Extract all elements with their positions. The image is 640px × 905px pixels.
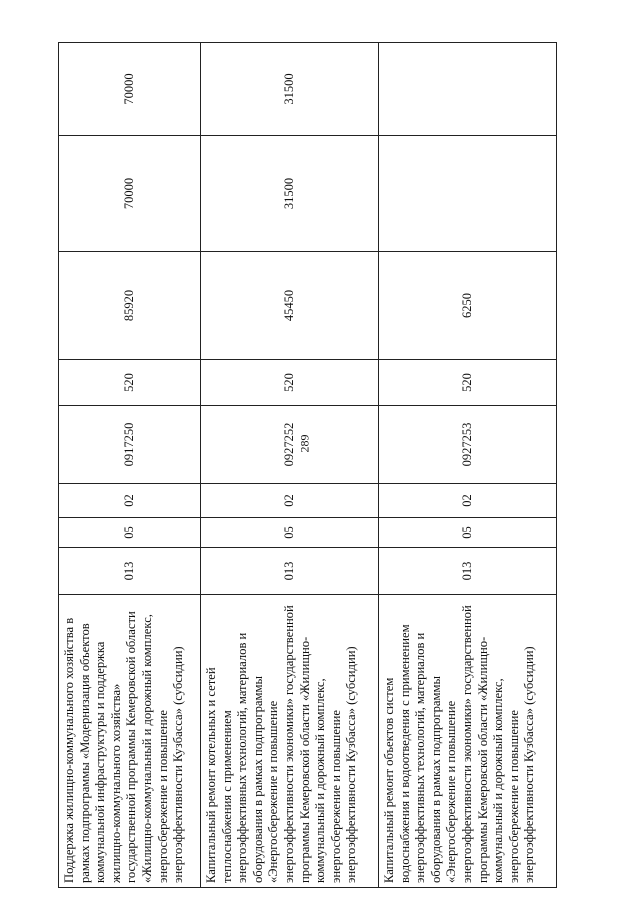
table-row — [59, 43, 201, 888]
amount-year-2: 31500 — [201, 136, 379, 252]
table-row — [379, 43, 557, 888]
expense-type-code: 520 — [379, 360, 557, 406]
expense-type-code: 520 — [201, 360, 379, 406]
section-code: 05 — [59, 518, 201, 548]
row-description: Поддержка жилищно-коммунального хозяйства в рамках подпрограммы «Модернизация объектов коммунальной инфраструктуры и поддержка жилищно-коммунального хозяйства» государственной программы Кемеровской области «Жилищно-коммунальный и дорожный комплекс, энергосбережение и повышение энергоэффективности Кузбасса» (субсидии) — [59, 595, 201, 888]
section-code: 05 — [201, 518, 379, 548]
page-number: 289 — [297, 434, 312, 453]
section-code: 05 — [379, 518, 557, 548]
amount-year-2: 70000 — [59, 136, 201, 252]
amount-year-1: 6250 — [379, 252, 557, 360]
subsection-code: 02 — [379, 484, 557, 518]
amount-year-3: 70000 — [59, 43, 201, 136]
expense-type-code: 520 — [59, 360, 201, 406]
amount-year-1: 85920 — [59, 252, 201, 360]
amount-year-3 — [379, 43, 557, 136]
target-article-code: 0927253 — [379, 406, 557, 484]
ministry-code: 013 — [379, 548, 557, 595]
amount-year-2 — [379, 136, 557, 252]
subsection-code: 02 — [59, 484, 201, 518]
row-description: Капитальный ремонт объектов систем водоснабжения и водоотведения с применением энергоэффективных технологий, материалов и оборудования в рамках подпрограммы «Энергосбережение и повышение энергоэффективности экономики» государственной программы Кемеровской области «Жилищно-коммунальный и дорожный комплекс, энергосбережение и повышение энергоэффективности Кузбасса» (субсидии) — [379, 595, 557, 888]
rotated-table-container — [58, 43, 556, 888]
row-description: Капитальный ремонт котельных и сетей теплоснабжения с применением энергоэффективных технологий, материалов и оборудования в рамках подпрограммы «Энергосбережение и повышение энергоэффективности экономики» государственной программы Кемеровской области «Жилищно-коммунальный и дорожный комплекс, энергосбережение и повышение энергоэффективности Кузбасса» (субсидии) — [201, 595, 379, 888]
table-row — [201, 43, 379, 888]
budget-table — [58, 42, 557, 888]
ministry-code: 013 — [201, 548, 379, 595]
ministry-code: 013 — [59, 548, 201, 595]
subsection-code: 02 — [201, 484, 379, 518]
amount-year-3: 31500 — [201, 43, 379, 136]
target-article-code: 0917250 — [59, 406, 201, 484]
amount-year-1: 45450 — [201, 252, 379, 360]
target-article-code: 0927252 — [201, 406, 379, 484]
